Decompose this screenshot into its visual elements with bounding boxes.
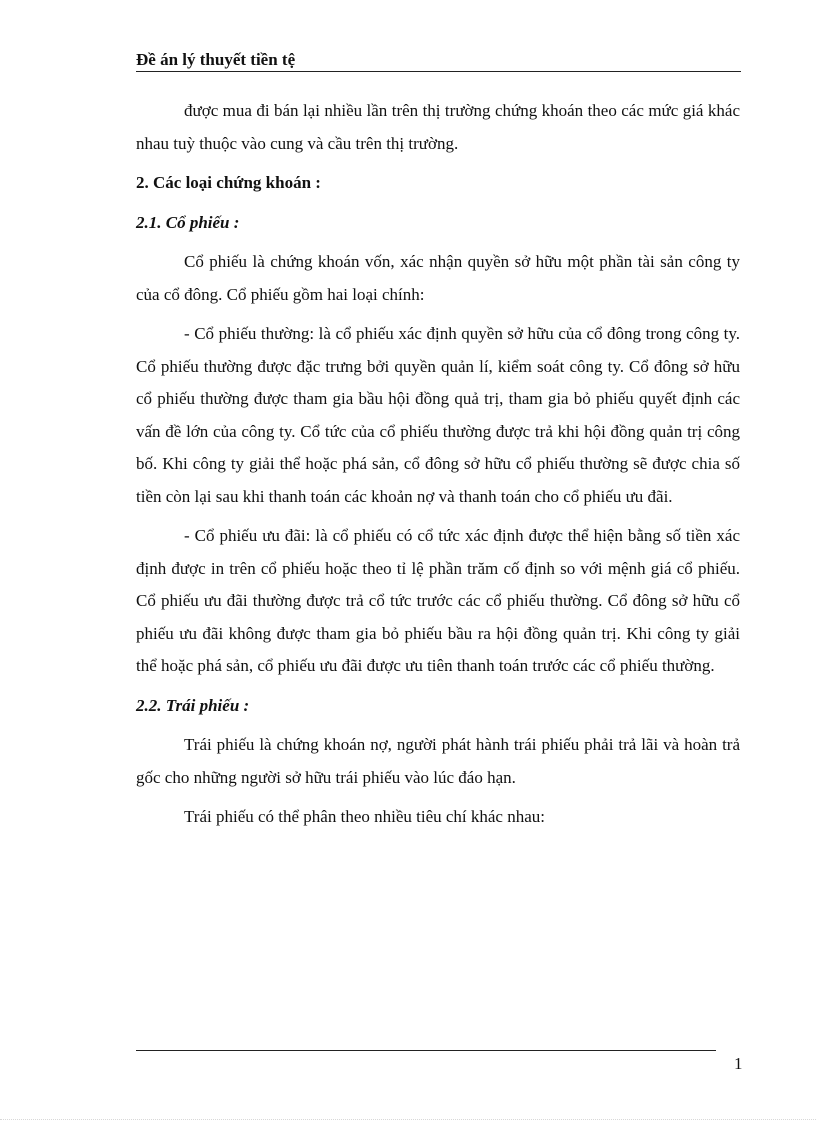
stock-intro-paragraph: Cổ phiếu là chứng khoán vốn, xác nhận quyền sở hữu một phần tài sản công ty của cổ đông. Cổ phiếu gồm hai loại chính: (136, 252, 740, 304)
preferred-stock-paragraph: - Cổ phiếu ưu đãi: là cổ phiếu có cổ tức xác định được thể hiện bằng số tiền xác định được in trên cổ phiếu hoặc theo tỉ lệ phần trăm cố định so với mệnh giá cổ phiếu. Cổ phiếu ưu đãi thường được trả cổ tức trước các cổ phiếu thường. Cổ đông sở hữu cổ phiếu ưu đãi không được tham gia bỏ phiếu bầu ra hội đồng quản trị. Khi công ty giải thể hoặc phá sản, cổ phiếu ưu đãi được ưu tiên thanh toán trước các cổ phiếu thường. (136, 526, 740, 675)
bond-classification-paragraph: Trái phiếu có thể phân theo nhiều tiêu chí khác nhau: (184, 807, 546, 826)
page-header-title: Đề án lý thuyết tiền tệ (136, 50, 296, 69)
page-bottom-edge (0, 1119, 816, 1120)
footer-divider (136, 1050, 716, 1051)
section-2-2-heading: 2.2. Trái phiếu : (136, 695, 250, 715)
section-2-1-heading: 2.1. Cổ phiếu : (136, 212, 240, 232)
section-2-heading: 2. Các loại chứng khoán : (136, 173, 321, 192)
document-body (136, 95, 740, 834)
header-divider (136, 71, 741, 72)
common-stock-paragraph: - Cổ phiếu thường: là cổ phiếu xác định quyền sở hữu của cổ đông trong công ty. Cổ phiếu thường được đặc trưng bởi quyền quản lí, kiểm soát công ty. Cổ đông sở hữu cổ phiếu thường được tham gia bầu hội đồng quả trị, tham gia bỏ phiếu quyết định các vấn đề lớn của công ty. Cổ tức của cổ phiếu thường được trả khi hội đồng quản trị công bố. Khi công ty giải thể hoặc phá sản, cổ đông sở hữu cổ phiếu thường sẽ được chia số tiền còn lại sau khi thanh toán các khoản nợ và thanh toán cho cổ phiếu ưu đãi. (136, 324, 740, 506)
continuation-paragraph: được mua đi bán lại nhiều lần trên thị trường chứng khoán theo các mức giá khác nhau tuỳ thuộc vào cung và cầu trên thị trường. (136, 101, 740, 153)
page-number: 1 (734, 1054, 743, 1073)
bond-definition-paragraph: Trái phiếu là chứng khoán nợ, người phát hành trái phiếu phải trả lãi và hoàn trả gốc cho những người sở hữu trái phiếu vào lúc đáo hạn. (136, 735, 740, 787)
